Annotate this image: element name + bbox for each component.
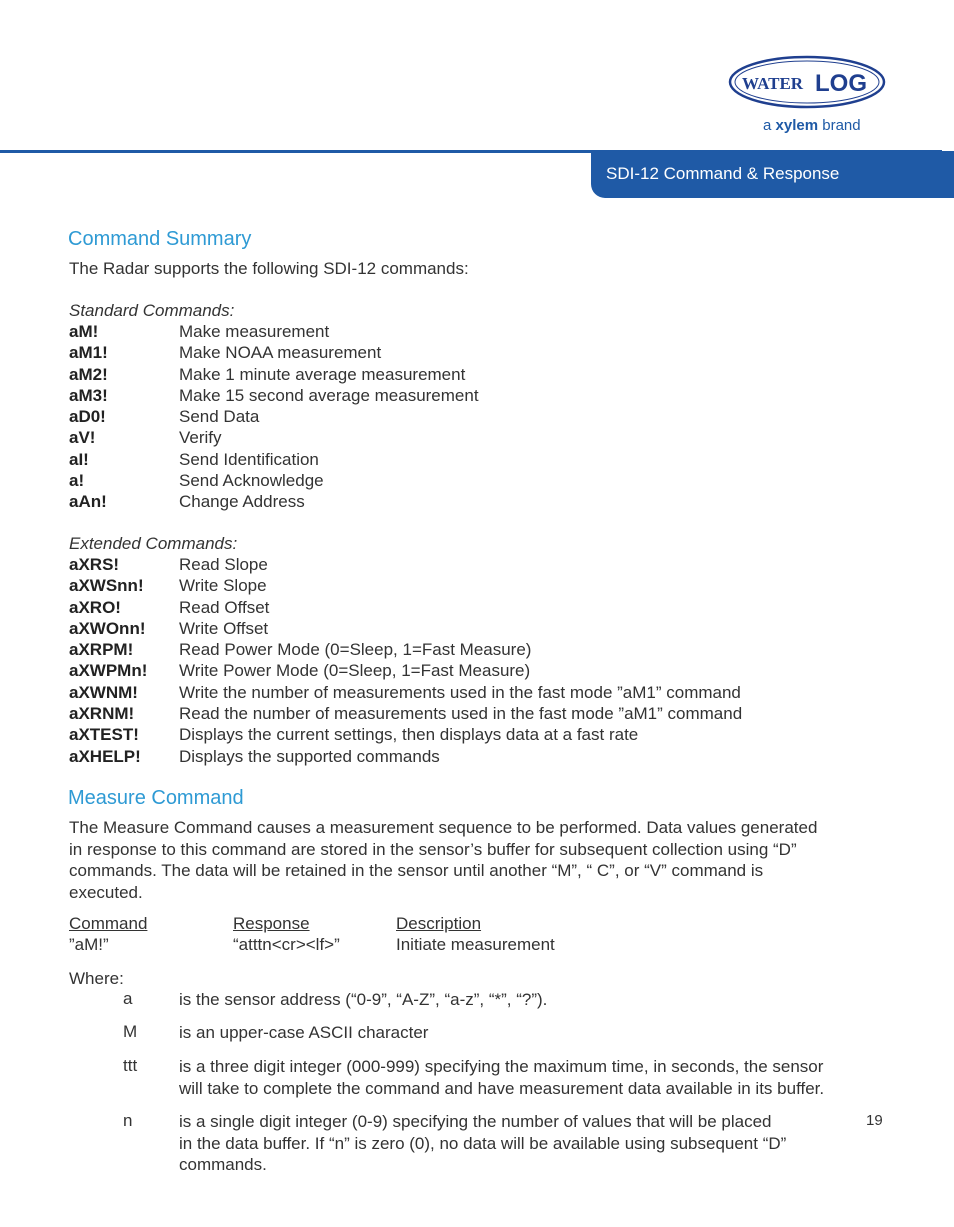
where-symbol: n: [123, 1111, 133, 1130]
command-desc: Write Offset: [179, 618, 269, 638]
command-code: aV!: [69, 428, 96, 448]
paragraph-line: executed.: [69, 882, 143, 902]
command-code: aXWPMn!: [69, 661, 148, 681]
list-item: [69, 746, 742, 767]
command-desc: Send Acknowledge: [179, 471, 324, 491]
list-item: [69, 385, 479, 406]
brand-tagline: [763, 117, 861, 134]
command-desc: Send Data: [179, 407, 260, 427]
where-symbol: M: [123, 1022, 138, 1041]
command-code: aXWNM!: [69, 682, 138, 702]
command-desc: Read Offset: [179, 597, 270, 617]
command-desc: Send Identification: [179, 449, 319, 469]
list-item: [69, 470, 479, 491]
list-item: [69, 724, 742, 745]
command-code: aXRPM!: [69, 640, 134, 660]
where-definition: [179, 1022, 891, 1044]
command-code: aM3!: [69, 385, 108, 405]
command-code: aXHELP!: [69, 746, 141, 766]
waterlog-logo: [728, 55, 888, 111]
brand-prefix: a: [763, 117, 772, 134]
command-code: aM2!: [69, 364, 108, 384]
extended-commands-label: Extended Commands:: [69, 534, 238, 553]
definition-line: is the sensor address (“0-9”, “A-Z”, “a-z”, “*”, “?”).: [179, 990, 548, 1009]
command-desc: Write Slope: [179, 576, 267, 596]
command-code: aXWSnn!: [69, 576, 144, 596]
command-desc: Make 15 second average measurement: [179, 385, 479, 405]
command-code: aXTEST!: [69, 725, 139, 745]
command-code: aD0!: [69, 407, 106, 427]
list-item: [69, 406, 479, 427]
list-item: [69, 554, 742, 575]
definition-line: is a single digit integer (0-9) specifying the number of values that will be placed: [179, 1112, 772, 1131]
list-item: [69, 597, 742, 618]
page-number: 19: [866, 1112, 883, 1129]
definition-line: is a three digit integer (000-999) specifying the maximum time, in seconds, the sensor: [179, 1057, 824, 1076]
brand-suffix: brand: [822, 117, 861, 134]
where-definition: [179, 1111, 891, 1176]
section-tab: SDI-12 Command & Response: [591, 151, 954, 198]
paragraph-line: The Measure Command causes a measurement sequence to be performed. Data values generated: [69, 818, 818, 837]
definition-line: commands.: [179, 1155, 267, 1174]
command-desc: Make measurement: [179, 322, 330, 341]
command-desc: Read Slope: [179, 555, 268, 574]
command-desc: Write Power Mode (0=Sleep, 1=Fast Measure): [179, 661, 531, 681]
measure-command-heading: Measure Command: [68, 787, 244, 809]
command-summary-intro: The Radar supports the following SDI-12 commands:: [69, 259, 469, 278]
logo-text-water: WATER: [742, 74, 804, 93]
list-item: [69, 618, 742, 639]
where-symbol: ttt: [123, 1056, 138, 1075]
list-item: [69, 682, 742, 703]
standard-commands-label: Standard Commands:: [69, 301, 235, 320]
command-desc: Read the number of measurements used in the fast mode ”aM1” command: [179, 704, 743, 724]
command-desc: Change Address: [179, 492, 305, 512]
table-header: Response: [233, 914, 310, 933]
command-code: aM1!: [69, 343, 108, 363]
where-definition: [179, 1056, 891, 1099]
table-header: Description: [396, 914, 482, 933]
table-column-command: [69, 913, 147, 955]
command-desc: Displays the supported commands: [179, 746, 440, 766]
extended-commands-list: [69, 554, 742, 767]
list-item: [69, 575, 742, 596]
list-item: [69, 449, 479, 470]
table-column-response: [233, 913, 340, 955]
command-code: aM!: [69, 322, 99, 341]
table-cell: Initiate measurement: [396, 935, 555, 954]
list-item: [69, 703, 742, 724]
paragraph-line: commands. The data will be retained in the sensor until another “M”, “ C”, or “V” command is: [69, 861, 764, 880]
brand-name: xylem: [775, 117, 819, 134]
where-definition: [179, 989, 891, 1011]
where-label: Where:: [69, 969, 124, 988]
command-desc: Make 1 minute average measurement: [179, 364, 466, 384]
list-item: [69, 639, 742, 660]
command-desc: Make NOAA measurement: [179, 343, 382, 363]
list-item: [69, 364, 479, 385]
list-item: [69, 660, 742, 681]
table-cell: “atttn<cr><lf>”: [233, 935, 340, 954]
command-desc: Write the number of measurements used in the fast mode ”aM1” command: [179, 682, 741, 702]
command-desc: Verify: [179, 428, 222, 448]
command-code: aXRS!: [69, 555, 120, 574]
command-desc: Read Power Mode (0=Sleep, 1=Fast Measure): [179, 640, 532, 660]
table-column-description: [396, 913, 555, 955]
list-item: [69, 321, 479, 342]
list-item: [69, 427, 479, 448]
where-symbol: a: [123, 989, 133, 1008]
command-desc: Displays the current settings, then displays data at a fast rate: [179, 725, 639, 745]
list-item: [69, 342, 479, 363]
logo-text-log: LOG: [815, 70, 867, 97]
command-code: aXRNM!: [69, 704, 135, 724]
command-code: aXRO!: [69, 597, 121, 617]
command-summary-heading: Command Summary: [68, 228, 252, 250]
definition-line: in the data buffer. If “n” is zero (0), no data will be available using subsequent “D”: [179, 1133, 787, 1153]
table-cell: ”aM!”: [69, 935, 109, 954]
definition-line: is an upper-case ASCII character: [179, 1023, 429, 1042]
command-code: a!: [69, 471, 85, 491]
command-code: aXWOnn!: [69, 618, 146, 638]
list-item: [69, 491, 479, 512]
paragraph-line: in response to this command are stored in the sensor’s buffer for subsequent collection using “D”: [69, 839, 797, 859]
standard-commands-list: [69, 321, 479, 513]
definition-line: will take to complete the command and have measurement data available in its buffer.: [179, 1078, 825, 1098]
table-header: Command: [69, 914, 148, 933]
measure-command-paragraph: [69, 817, 817, 903]
command-code: aI!: [69, 449, 89, 469]
command-code: aAn!: [69, 492, 107, 512]
